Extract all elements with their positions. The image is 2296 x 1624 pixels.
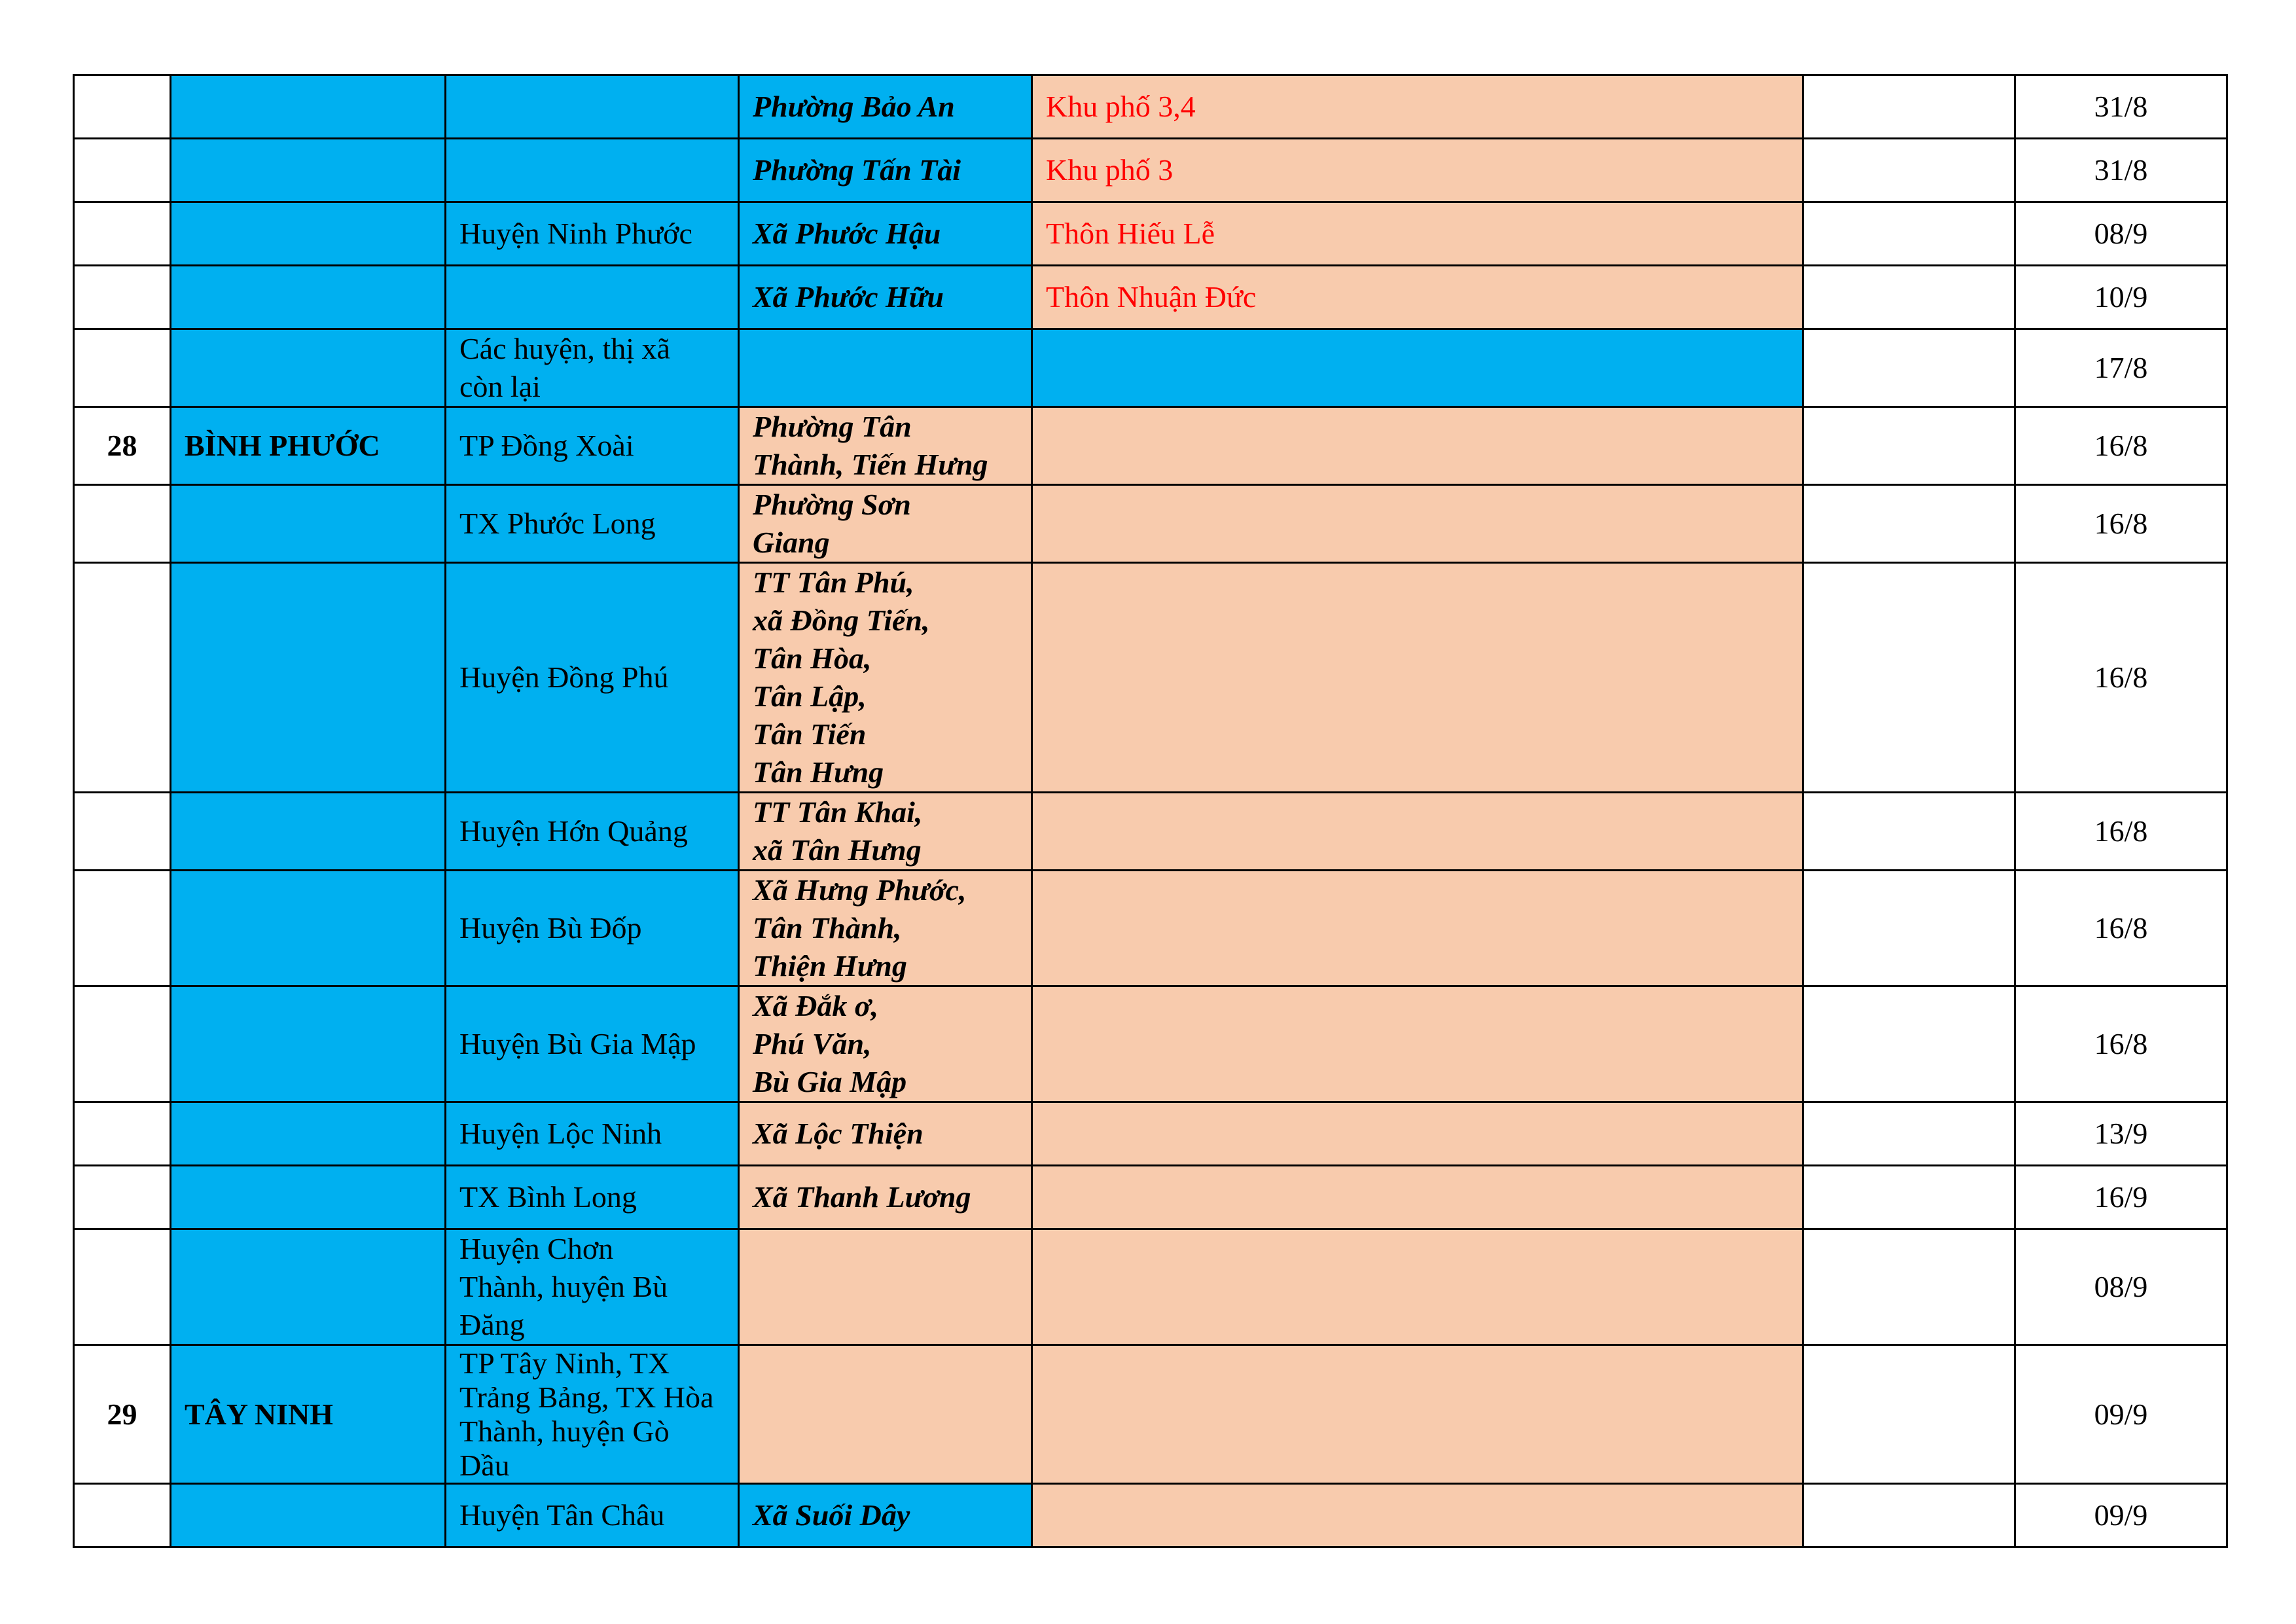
stt-cell [74,329,171,407]
district-cell: Huyện Bù Gia Mập [446,986,739,1102]
ward-cell: TT Tân Phú, xã Đồng Tiến, Tân Hòa, Tân Lập, Tân Tiến Tân Hưng [739,563,1032,793]
date-cell: 16/9 [2015,1166,2227,1229]
blank-cell [1803,485,2015,563]
table-row [74,1345,2227,1484]
area-cell [1032,871,1803,986]
blank-cell [1803,1102,2015,1166]
stt-cell [74,485,171,563]
stt-cell [74,266,171,329]
stt-cell: 29 [74,1345,171,1484]
province-cell [171,485,446,563]
province-cell [171,871,446,986]
area-cell [1032,563,1803,793]
table-row [74,407,2227,485]
ward-cell: Phường Bảo An [739,75,1032,139]
date-cell: 17/8 [2015,329,2227,407]
province-cell: TÂY NINH [171,1345,446,1484]
district-cell: Huyện Hớn Quảng [446,793,739,871]
ward-cell: Phường Sơn Giang [739,485,1032,563]
province-cell [171,1484,446,1547]
blank-cell [1803,1484,2015,1547]
blank-cell [1803,329,2015,407]
province-cell [171,1102,446,1166]
province-cell [171,202,446,266]
province-cell: BÌNH PHƯỚC [171,407,446,485]
area-cell [1032,986,1803,1102]
stt-cell [74,563,171,793]
stt-cell [74,1484,171,1547]
area-cell [1032,1102,1803,1166]
blank-cell [1803,1229,2015,1345]
area-cell [1032,1166,1803,1229]
district-cell: Huyện Lộc Ninh [446,1102,739,1166]
date-cell: 10/9 [2015,266,2227,329]
table-row [74,1166,2227,1229]
date-cell: 16/8 [2015,793,2227,871]
stt-cell [74,1102,171,1166]
area-cell [1032,1484,1803,1547]
ward-cell: Xã Đắk ơ, Phú Văn, Bù Gia Mập [739,986,1032,1102]
date-cell: 08/9 [2015,202,2227,266]
province-cell [171,75,446,139]
district-cell: TP Tây Ninh, TX Trảng Bảng, TX Hòa Thành, huyện Gò Dầu [446,1345,739,1484]
ward-cell: Phường Tân Thành, Tiến Hưng [739,407,1032,485]
stt-cell [74,1229,171,1345]
table-row [74,266,2227,329]
ward-cell [739,1229,1032,1345]
blank-cell [1803,1345,2015,1484]
ward-cell [739,1345,1032,1484]
table-row [74,563,2227,793]
area-cell [1032,793,1803,871]
district-cell: Huyện Chơn Thành, huyện Bù Đăng [446,1229,739,1345]
blank-cell [1803,75,2015,139]
ward-cell: Xã Phước Hữu [739,266,1032,329]
stt-cell [74,75,171,139]
blank-cell [1803,871,2015,986]
area-cell: Thôn Nhuận Đức [1032,266,1803,329]
date-cell: 31/8 [2015,139,2227,202]
table-row [74,1229,2227,1345]
province-cell [171,139,446,202]
district-cell: TP Đồng Xoài [446,407,739,485]
area-cell [1032,407,1803,485]
stt-cell: 28 [74,407,171,485]
date-cell: 16/8 [2015,563,2227,793]
blank-cell [1803,986,2015,1102]
ward-cell: Xã Hưng Phước, Tân Thành, Thiện Hưng [739,871,1032,986]
province-cell [171,1229,446,1345]
ward-cell: Xã Thanh Lương [739,1166,1032,1229]
province-cell [171,986,446,1102]
ward-cell: Xã Phước Hậu [739,202,1032,266]
ward-cell: Phường Tấn Tài [739,139,1032,202]
area-cell: Khu phố 3,4 [1032,75,1803,139]
district-cell: Huyện Tân Châu [446,1484,739,1547]
district-cell [446,75,739,139]
blank-cell [1803,139,2015,202]
blank-cell [1803,266,2015,329]
district-cell [446,266,739,329]
table-row [74,1484,2227,1547]
date-cell: 16/8 [2015,871,2227,986]
area-cell [1032,329,1803,407]
stt-cell [74,871,171,986]
stt-cell [74,1166,171,1229]
stt-cell [74,986,171,1102]
stt-cell [74,139,171,202]
district-cell [446,139,739,202]
date-cell: 16/8 [2015,485,2227,563]
stt-cell [74,202,171,266]
table-row [74,793,2227,871]
table-row [74,1102,2227,1166]
district-cell: Huyện Bù Đốp [446,871,739,986]
stt-cell [74,793,171,871]
date-cell: 09/9 [2015,1345,2227,1484]
table-row [74,871,2227,986]
area-cell [1032,1345,1803,1484]
district-cell: TX Bình Long [446,1166,739,1229]
blank-cell [1803,202,2015,266]
table-row [74,139,2227,202]
area-cell [1032,1229,1803,1345]
province-cell [171,1166,446,1229]
table-row [74,485,2227,563]
table-row [74,986,2227,1102]
ward-cell: Xã Lộc Thiện [739,1102,1032,1166]
district-cell: Huyện Ninh Phước [446,202,739,266]
blank-cell [1803,563,2015,793]
date-cell: 31/8 [2015,75,2227,139]
date-cell: 16/8 [2015,407,2227,485]
date-cell: 08/9 [2015,1229,2227,1345]
district-cell: TX Phước Long [446,485,739,563]
date-cell: 16/8 [2015,986,2227,1102]
province-cell [171,266,446,329]
district-cell: Các huyện, thị xã còn lại [446,329,739,407]
province-cell [171,793,446,871]
province-cell [171,329,446,407]
district-cell: Huyện Đồng Phú [446,563,739,793]
table-row [74,202,2227,266]
ward-cell: TT Tân Khai, xã Tân Hưng [739,793,1032,871]
area-cell: Thôn Hiếu Lễ [1032,202,1803,266]
table-row [74,329,2227,407]
area-cell: Khu phố 3 [1032,139,1803,202]
ward-cell [739,329,1032,407]
area-cell [1032,485,1803,563]
blank-cell [1803,407,2015,485]
ward-cell: Xã Suối Dây [739,1484,1032,1547]
table-row [74,75,2227,139]
blank-cell [1803,1166,2015,1229]
blank-cell [1803,793,2015,871]
schedule-table [73,74,2228,1548]
date-cell: 09/9 [2015,1484,2227,1547]
province-cell [171,563,446,793]
date-cell: 13/9 [2015,1102,2227,1166]
